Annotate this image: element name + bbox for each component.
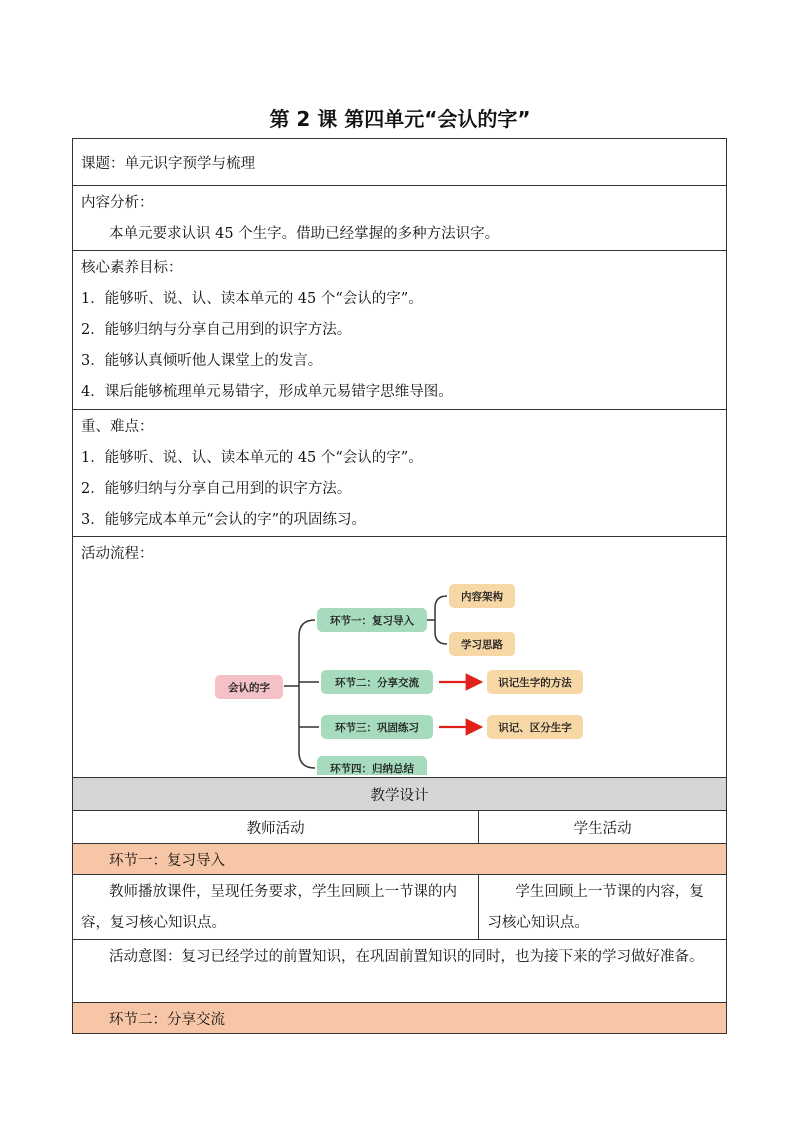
key-point-item: 1．能够听、说、认、读本单元的 45 个“会认的字”。 [81,450,423,466]
result-label: 识记生字的方法 [498,677,572,689]
content-row [73,186,727,251]
key-point-item: 3．能够完成本单元“会认的字”的巩固练习。 [81,512,367,528]
result-label: 识记、区分生字 [498,722,572,734]
key-point-item: 2．能够归纳与分享自己用到的识字方法。 [81,481,352,497]
goal-item: 2．能够归纳与分享自己用到的识字方法。 [81,322,352,338]
key-points-row [73,410,727,537]
page-title: 第 2 课 第四单元“会认的字” [269,107,531,131]
activity-flow-diagram [73,570,713,775]
design-header-row [73,778,727,811]
activity-intent: 活动意图：复习已经学过的前置知识，在巩固前置知识的同时，也为接下来的学习做好准备。 [109,949,704,965]
goal-item: 4．课后能够梳理单元易错字，形成单元易错字思维导图。 [81,384,453,400]
stage-label: 环节四：归纳总结 [330,763,414,775]
content-text: 本单元要求认识 45 个生字。借助已经掌握的多种方法识字。 [109,226,500,242]
column-header-row [73,811,727,844]
goal-item: 1．能够听、说、认、读本单元的 45 个“会认的字”。 [81,291,423,307]
section-row [73,844,727,875]
goals-row [73,251,727,410]
section-title: 环节二：分享交流 [109,1011,225,1028]
key-points-heading: 重、难点： [81,419,154,435]
section-row [73,1003,727,1034]
lesson-plan-table [72,138,727,1034]
stage-label: 环节二：分享交流 [335,677,419,689]
student-activity: 学生回顾上一节课的内容，复习核心知识点。 [487,884,704,931]
topic-text: 课题：单元识字预学与梳理 [81,155,255,172]
stage-label: 环节三：巩固练习 [335,722,419,734]
connector-trunk [299,620,315,768]
process-row [73,537,727,778]
section-title: 环节一：复习导入 [109,852,225,869]
sub-label: 内容架构 [461,591,503,603]
teacher-column-header: 教师活动 [246,820,305,837]
teacher-activity: 教师播放课件，呈现任务要求，学生回顾上一节课的内容，复习核心知识点。 [81,884,457,931]
design-header: 教学设计 [370,787,429,804]
activity-row [73,875,727,940]
intent-row [73,940,727,1003]
stage-label: 环节一：复习导入 [330,615,414,627]
content-heading: 内容分析： [81,195,154,211]
sub-label: 学习思路 [461,639,503,651]
goals-heading: 核心素养目标： [81,260,183,276]
connector-sub [426,596,447,644]
root-label: 会认的字 [228,682,270,694]
process-heading: 活动流程： [81,546,154,562]
goal-item: 3．能够认真倾听他人课堂上的发言。 [81,353,323,369]
topic-row [73,139,727,186]
student-column-header: 学生活动 [573,820,632,837]
